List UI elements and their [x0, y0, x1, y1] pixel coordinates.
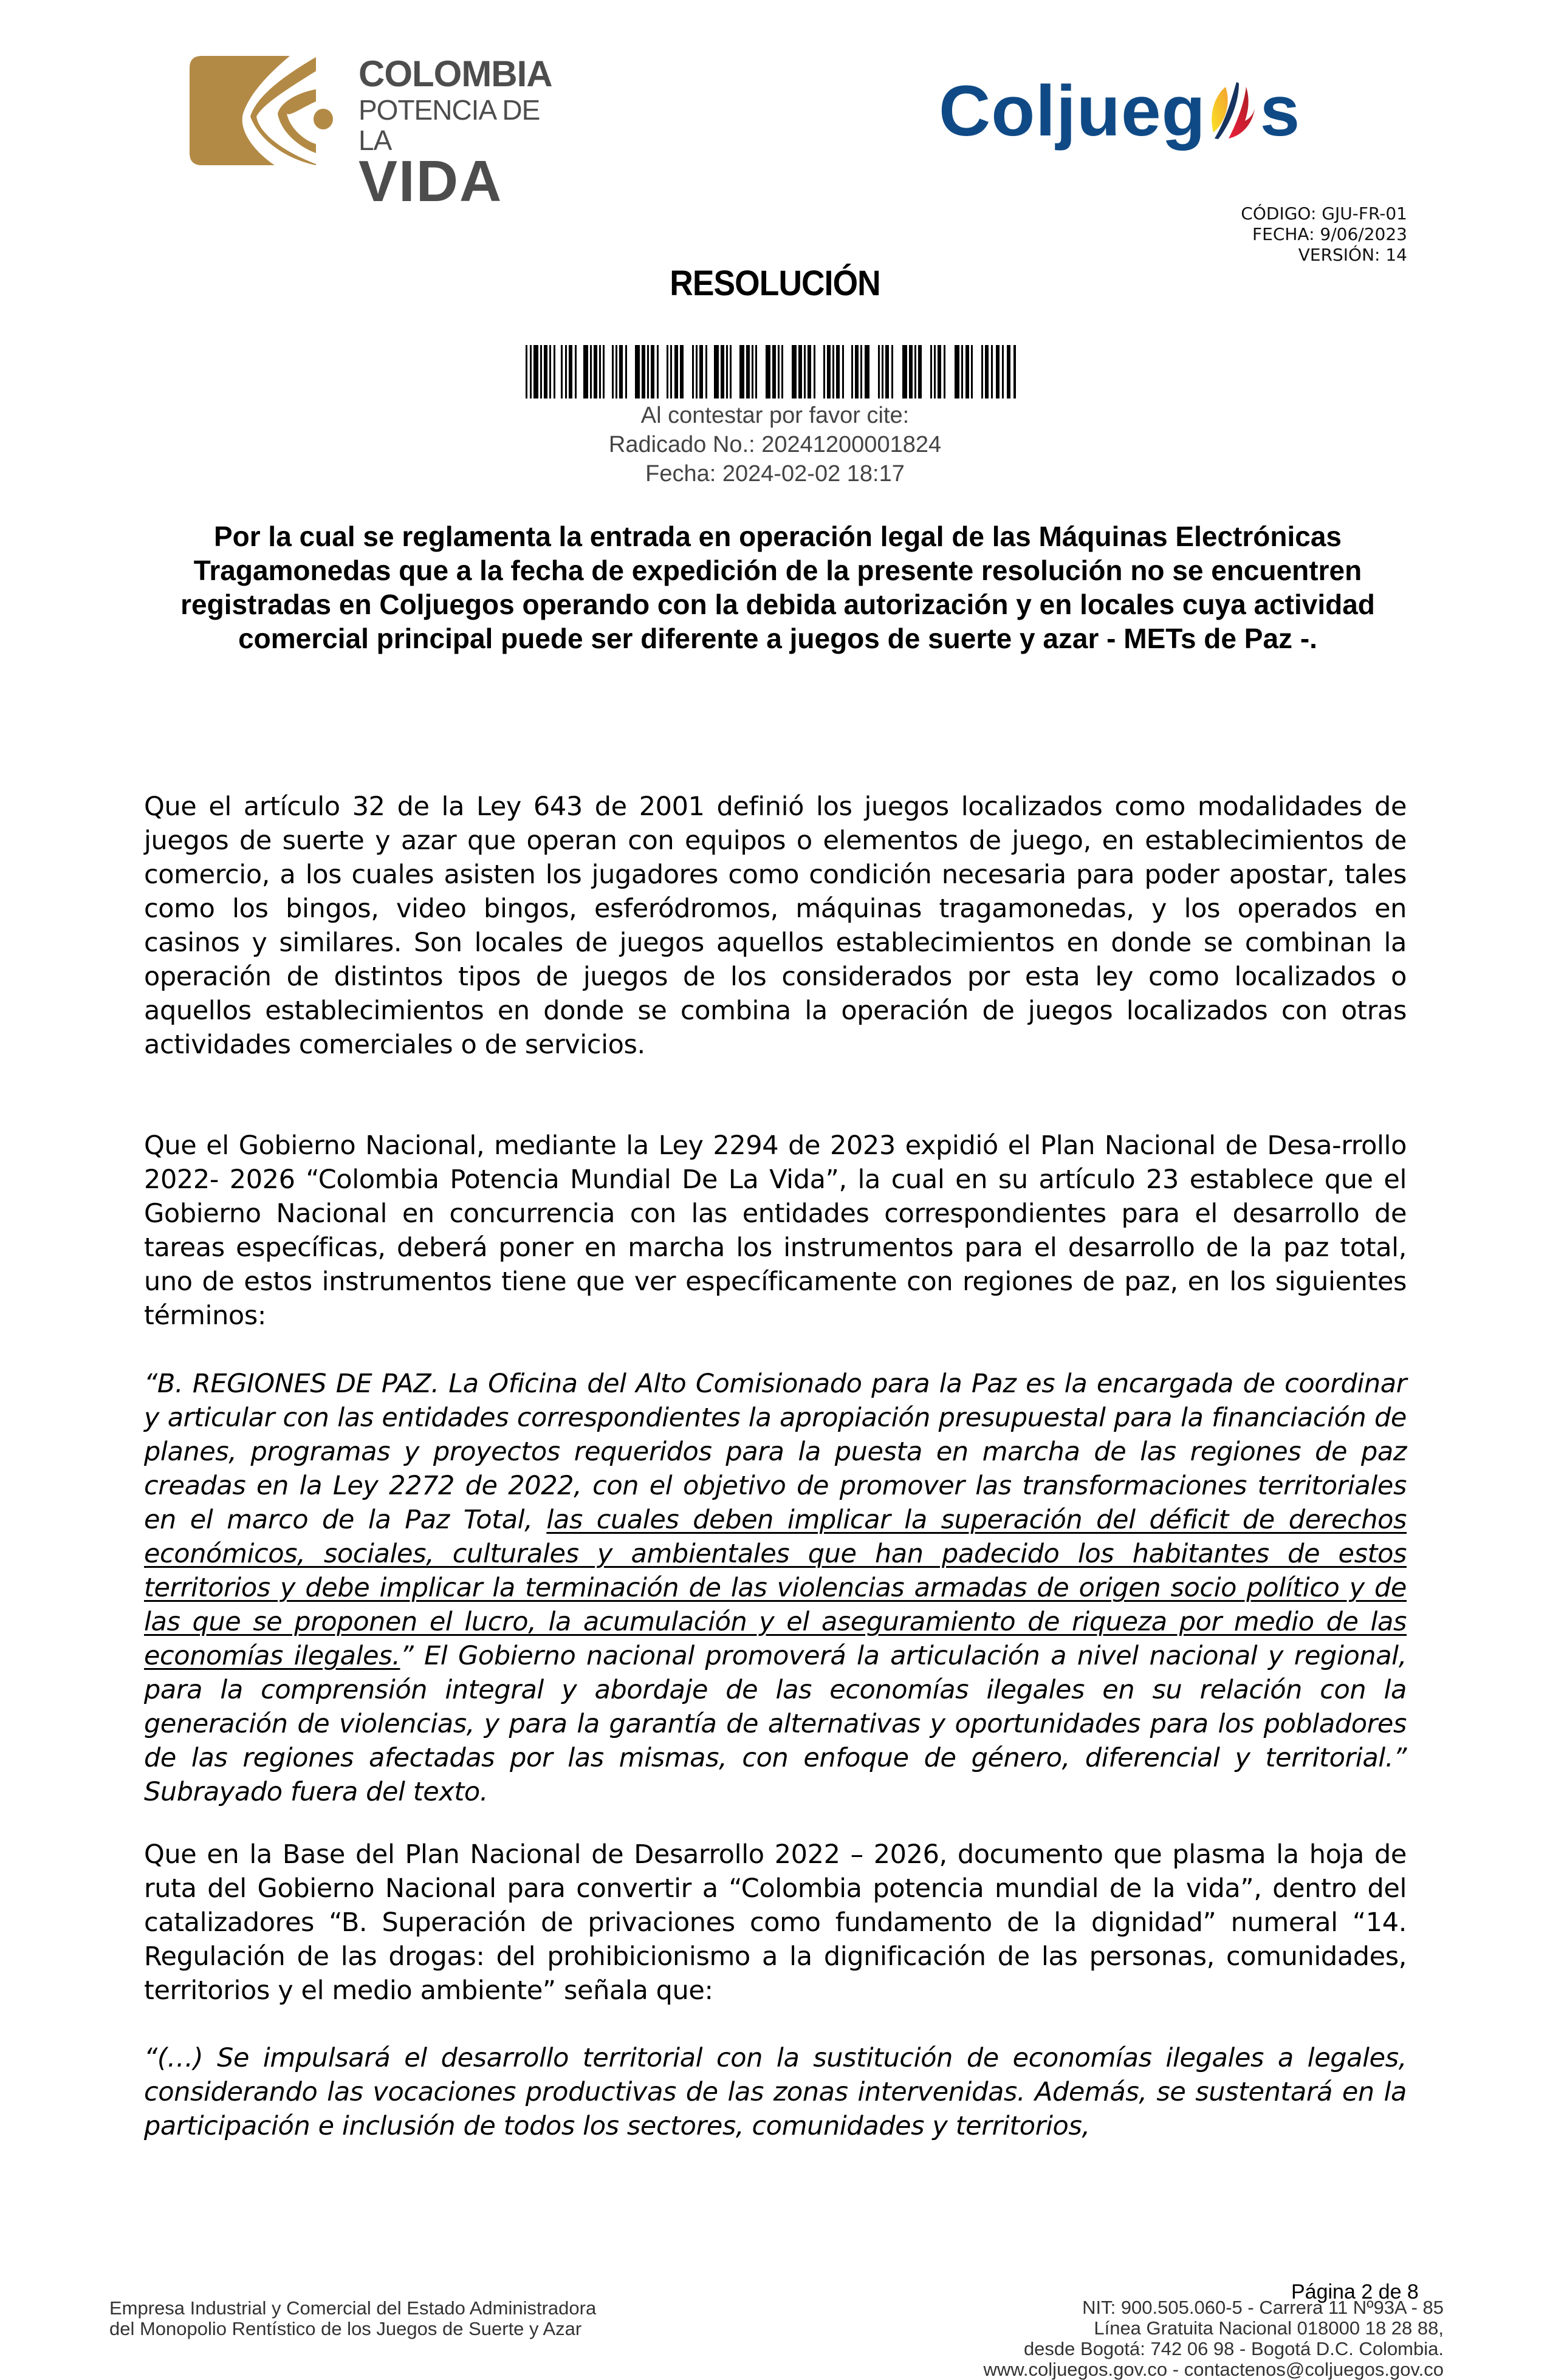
paragraph-considerando-1: Que el artículo 32 de la Ley 643 de 2001 definió los juegos localizados como modalidades de juegos de suerte y azar que operan con equipos o elementos de juego, en establecimientos de comercio, a los cuales asisten los jugadores como condición necesaria para poder apostar, tales como los bingos, video bingos, esferódromos, máquinas tragamonedas, y los operados en casinos y similares. Son locales de juegos aquellos establecimientos en donde se combinan la operación de distintos tipos de juegos de los considerados por esta ley como localizados o aquellos establecimientos en donde se combina la operación de juegos localizados con otras actividades comerciales o de servicios. [144, 792, 1407, 1060]
quote-text-end: ” El Gobierno nacional promoverá la articulación a nivel nacional y regional, para la comprensión integral y abordaje de las economías ilegales en su relación con la generación de violencias, y para la garantía de alternativas y oportunidades para los pobladores de las regiones afectadas por las mismas, con enfoque de género, diferencial y territorial.” Subrayado fuera del texto. [144, 1641, 1407, 1807]
colombia-logo-mark-icon [190, 56, 335, 165]
footer-left-line-1: Empresa Industrial y Comercial del Estado Administradora [109, 2297, 597, 2319]
page-number: Página 2 de 8 [1291, 2280, 1419, 2303]
footer-left-line-2: del Monopolio Rentístico de los Juegos de Suerte y Azar [109, 2318, 582, 2339]
coljuegos-logo-text: Coljueg [939, 71, 1206, 151]
logo-line-vida: VIDA [358, 149, 503, 214]
radicado-date: Fecha: 2024-02-02 18:17 [645, 461, 905, 487]
coljuegos-logo [939, 72, 1401, 151]
footer-entity-description [109, 2298, 596, 2339]
quote-underlined-text: las cuales deben implicar la superación del déficit de derechos económicos, sociales, culturales y ambientales que han padecido los habitantes de estos territorios y debe implicar la terminación de las violencias armadas de origen socio político y de las que se proponen el lucro, la acumulación y el aseguramiento de riqueza por medio de las economías ilegales. [144, 1505, 1407, 1671]
fecha-formato: FECHA: 9/06/2023 [1252, 224, 1407, 244]
logo-line-potencia: POTENCIA DE LA [358, 94, 540, 156]
document-title: RESOLUCIÓN [670, 264, 880, 303]
codigo: CÓDIGO: GJU-FR-01 [1241, 203, 1407, 224]
logo-line-colombia: COLOMBIA [358, 53, 552, 94]
coljuegos-flame-icon [1207, 81, 1259, 142]
paragraph-quote-regiones-de-paz [144, 1367, 1407, 1809]
colombia-potencia-de-la-vida-logo [190, 53, 566, 214]
citation-instruction: Al contestar por favor cite: [640, 403, 910, 428]
barcode-icon [526, 345, 1017, 398]
footer-contact-info [983, 2297, 1444, 2380]
footer-web-email[interactable]: www.coljuegos.gov.co - contactenos@coljuegos.gov.co [983, 2359, 1444, 2380]
coljuegos-logo-text-end: s [1260, 71, 1301, 151]
footer-phone-bogota: desde Bogotá: 742 06 98 - Bogotá D.C. Colombia. [1023, 2338, 1444, 2359]
resolution-subject: Por la cual se reglamenta la entrada en operación legal de las Máquinas Electrónicas Tragamonedas que a la fecha de expedición de la presente resolución no se encuentren registradas en Coljuegos operando con la debida autorización y en locales cuya actividad comercial principal puede ser diferente a juegos de suerte y azar - METs de Paz -. [180, 521, 1375, 654]
version: VERSIÓN: 14 [1298, 245, 1407, 265]
citation-block [0, 401, 1550, 488]
quote-text-start: “B. REGIONES DE PAZ. La Oficina del Alto Comisionado para la Paz es la encargada de coordinar y articular con las entidades correspondientes la apropiación presupuestal para la financiación de planes, programas y proyectos requeridos para la puesta en marcha de las regiones de paz creadas en la Ley 2272 de 2022, con el objetivo de promover las transformaciones territoriales en el marco de la Paz Total, [144, 1369, 1407, 1535]
paragraph-considerando-2: Que el Gobierno Nacional, mediante la Ley 2294 de 2023 expidió el Plan Nacional de Desa-rrollo 2022- 2026 “Colombia Potencia Mundial De La Vida”, la cual en su artículo 23 establece que el Gobierno Nacional en concurrencia con las entidades correspondientes para el desarrollo de tareas específicas, deberá poner en marcha los instrumentos para el desarrollo de la paz total, uno de estos instrumentos tiene que ver específicamente con regiones de paz, en los siguientes términos: [144, 1130, 1407, 1331]
footer-phone-national: Línea Gratuita Nacional 018000 18 28 88, [1094, 2317, 1444, 2339]
paragraph-quote-desarrollo-territorial: “(…) Se impulsará el desarrollo territorial con la sustitución de economías ilegales a legales, considerando las vocaciones productivas de las zonas intervenidas. Además, se sustentará en la participación e inclusión de todos los sectores, comunidades y territorios, [144, 2043, 1407, 2141]
footer-nit-address: NIT: 900.505.060-5 - Carrera 11 Nº93A - 85 [1082, 2297, 1444, 2318]
document-code-block [1241, 203, 1407, 265]
radicado-number: Radicado No.: 20241200001824 [608, 432, 942, 457]
paragraph-considerando-3: Que en la Base del Plan Nacional de Desarrollo 2022 – 2026, documento que plasma la hoja de ruta del Gobierno Nacional para convertir a “Colombia potencia mundial de la vida”, dentro del catalizadores “B. Superación de privaciones como fundamento de la dignidad” numeral “14. Regulación de las drogas: del prohibicionismo a la dignificación de las personas, comunidades, territorios y el medio ambiente” señala que: [144, 1839, 1407, 2006]
